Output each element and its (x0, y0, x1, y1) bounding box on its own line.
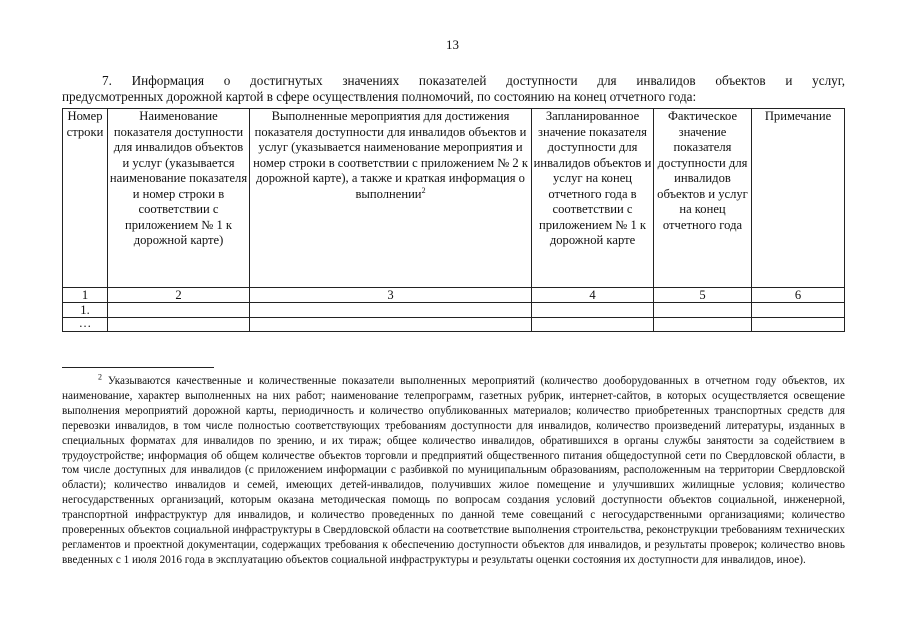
column-number: 2 (108, 288, 250, 303)
footnote-mark: 2 (98, 372, 102, 382)
column-number: 6 (752, 288, 845, 303)
table-cell: 1. (63, 303, 108, 318)
header-actual-value: Фактическое значение показателя доступности для инвалидов объектов и услуг на конец отчетного года (654, 109, 752, 288)
section-title-line-1: 7. Информация о достигнутых значениях показателей доступности для инвалидов объектов и услуг, (102, 73, 845, 88)
header-completed-measures-text: Выполненные мероприятия для достижения показателя доступности для инвалидов объектов и услуг (указывается наименование мероприятия и номер строки в соответствии с приложением № 2 к дорожной карте), а также и краткая информация о выполнении (253, 109, 528, 201)
table-cell (532, 303, 654, 318)
section-title-line-2: предусмотренных дорожной картой в сфере осуществления полномочий, по состоянию на конец отчетного года: (62, 89, 697, 104)
table-cell (108, 318, 250, 332)
footnote-text: Указываются качественные и количественные показатели выполненных мероприятий (количество дооборудованных в отчетном году объектов, их наименование, характер выполненных на них работ; наименование телепрограмм, газетных рубрик, интернет-сайтов, в которых осуществляется освещение выполнения мероприятий дорожной карты, периодичность и количество опубликованных материалов; количество приобретенных транспортных средств для перевозки инвалидов, в том числе полностью соответствующих требованиям доступности для инвалидов, количество произведений литературы, изданных в специальных форматах для инвалидов по зрению, и их тираж; общее количество инвалидов, обратившихся в органы службы занятости за содействием в трудоустройстве; информация об общем количестве объектов торговли и предприятий общественного питания общедоступной сети по Свердловской области, в том числе доступных для инвалидов (с приложением информации с разбивкой по муниципальным образованиям, расположенным на территории Свердловской области); количество инвалидов и семей, имеющих детей-инвалидов, получивших жилое помещение и улучшивших жилищные условия; количество негосударственных организаций, которым оказана методическая помощь по вопросам создания условий доступности объектов социальной, инженерной, транспортной инфраструктур для инвалидов, и количество проведенных по данной теме совещаний с негосударственными организациями; количество проверенных объектов социальной инфраструктуры в Свердловской области на соответствие выполнения строительства, реконструкции требованиям технических регламентов и проектной документации, содержащих требования к обеспечению доступности объектов для инвалидов, и результаты проверок; количество вновь введенных с 1 июля 2016 года в эксплуатацию объектов социальной инфраструктуры и результаты оценки состояния их доступности для инвалидов, иное). (62, 375, 846, 566)
table-cell (654, 303, 752, 318)
table-row (63, 303, 845, 318)
header-planned-value: Запланированное значение показателя доступности для инвалидов объектов и услуг на конец отчетного года в соответствии с приложением № 1 к дорожной карте (532, 109, 654, 288)
table-row (63, 318, 845, 332)
table-cell (108, 303, 250, 318)
table-header-row (63, 109, 845, 288)
header-completed-measures (250, 109, 532, 288)
header-row-number: Номер строки (63, 109, 108, 288)
accessibility-indicators-table (62, 108, 845, 332)
table-cell (250, 318, 532, 332)
column-number: 4 (532, 288, 654, 303)
footnote-reference: 2 (421, 185, 426, 195)
table-cell: … (63, 318, 108, 332)
column-number: 3 (250, 288, 532, 303)
table-cell (654, 318, 752, 332)
column-number: 1 (63, 288, 108, 303)
table-cell (250, 303, 532, 318)
table-cell (532, 318, 654, 332)
header-indicator-name: Наименование показателя доступности для инвалидов объектов и услуг (указывается наименование показателя и номер строки в соответствии с приложением № 1 к дорожной карте) (108, 109, 250, 288)
footnote-divider (62, 367, 214, 368)
footnote (62, 374, 845, 568)
table-cell (752, 318, 845, 332)
section-title (62, 73, 845, 105)
header-note: Примечание (752, 109, 845, 288)
table-cell (752, 303, 845, 318)
column-numbers-row (63, 288, 845, 303)
column-number: 5 (654, 288, 752, 303)
page-number: 13 (446, 37, 459, 52)
